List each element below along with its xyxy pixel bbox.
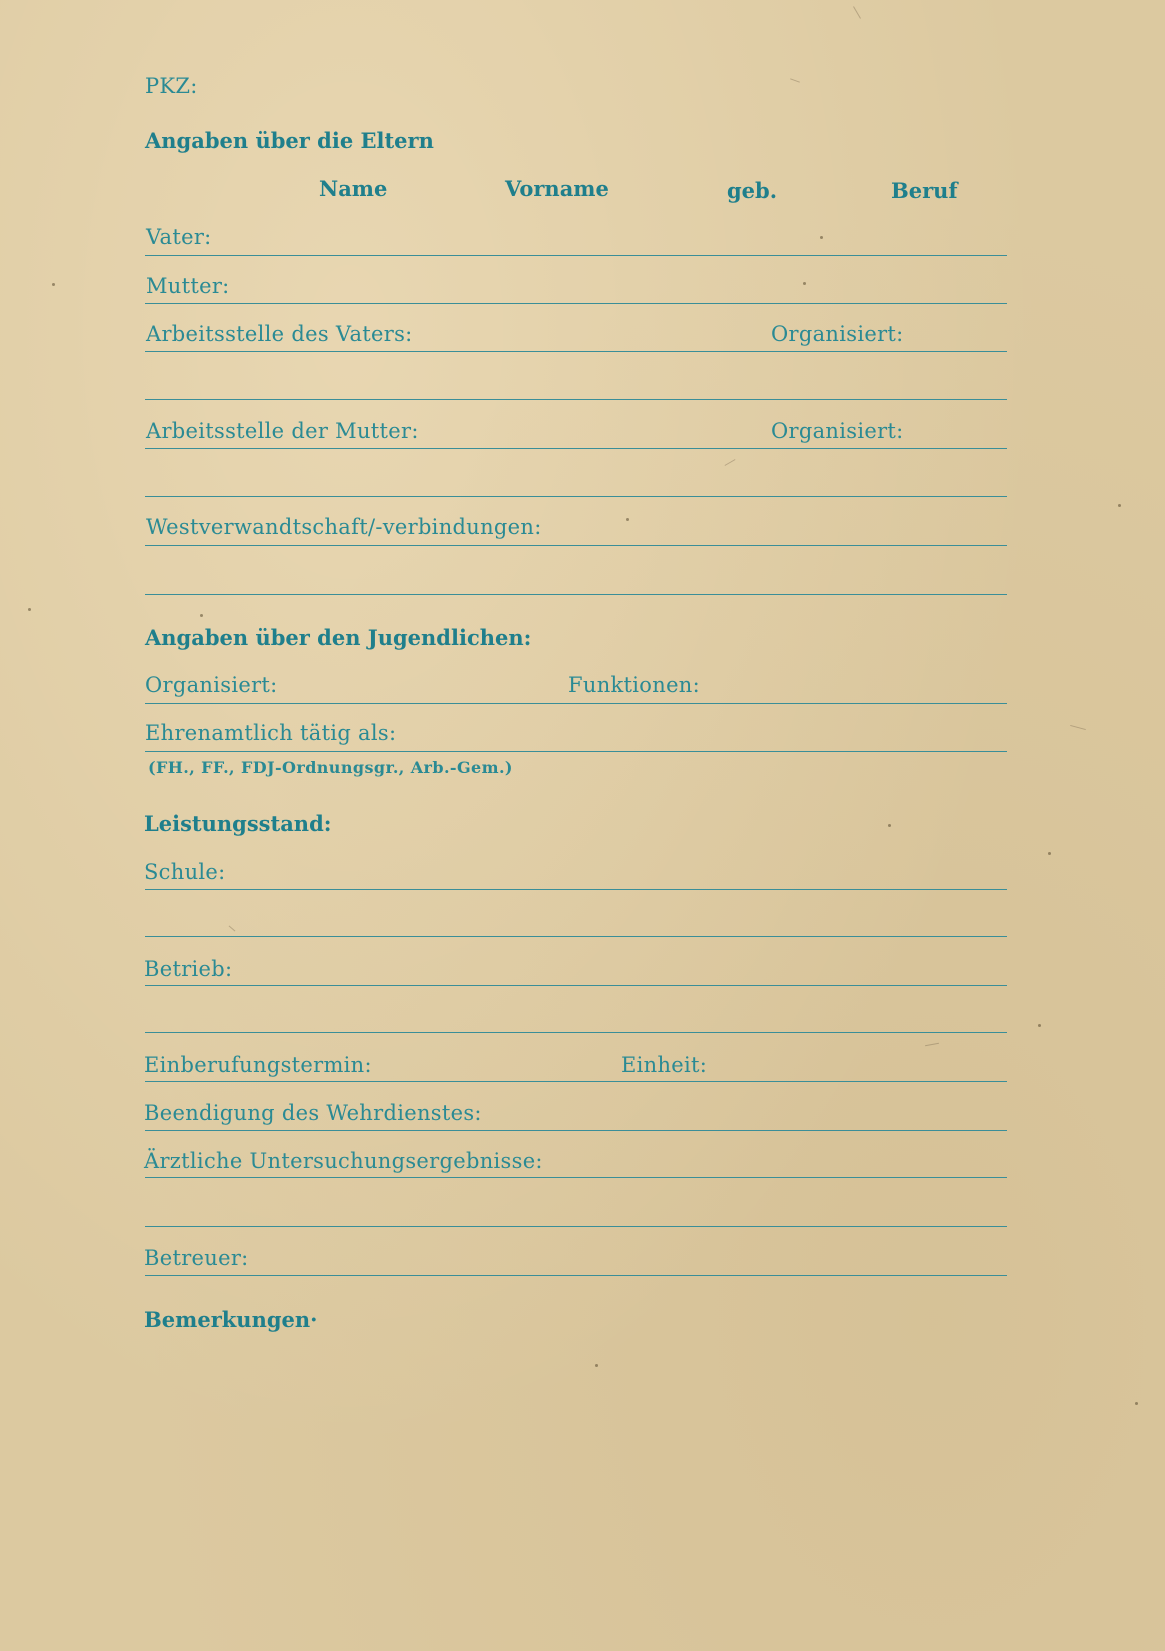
company-line[interactable] [145,985,1007,986]
medical-line[interactable] [145,1177,1007,1178]
mother-label: Mutter: [146,274,230,298]
performance-heading: Leistungsstand: [144,811,332,836]
medical-label: Ärztliche Untersuchungsergebnisse: [144,1149,543,1173]
supervisor-line[interactable] [145,1275,1007,1276]
medical-line-2[interactable] [145,1226,1007,1227]
unit-label: Einheit: [621,1053,708,1077]
youth-organized-label: Organisiert: [145,673,278,697]
father-workplace-line[interactable] [145,351,1007,352]
volunteer-hint: (FH., FF., FDJ-Ordnungsgr., Arb.-Gem.) [148,758,513,777]
paper-fiber [725,459,736,466]
service-end-label: Beendigung des Wehrdienstes: [144,1101,482,1125]
paper-speck [626,518,629,521]
column-beruf: Beruf [891,178,958,203]
father-workplace-label: Arbeitsstelle des Vaters: [146,322,413,346]
father-line[interactable] [145,255,1007,256]
mother-workplace-line-2[interactable] [145,496,1007,497]
paper-fiber [790,78,800,82]
paper-fiber [853,6,861,19]
school-label: Schule: [144,860,226,884]
column-geb: geb. [727,178,778,203]
youth-organized-line[interactable] [145,703,1007,704]
volunteer-line[interactable] [145,751,1007,752]
paper-speck [1038,1024,1041,1027]
remarks-heading: Bemerkungen· [144,1307,318,1332]
parents-heading: Angaben über die Eltern [145,128,434,153]
paper-speck [595,1364,598,1367]
paper-speck [820,236,823,239]
youth-heading: Angaben über den Jugendlichen: [145,625,532,650]
volunteer-label: Ehrenamtlich tätig als: [145,721,397,745]
father-label: Vater: [146,225,212,249]
service-end-line[interactable] [145,1130,1007,1131]
paper-speck [888,824,891,827]
mother-organized-label: Organisiert: [771,419,904,443]
company-label: Betrieb: [144,957,233,981]
paper-speck [1118,504,1121,507]
mother-line[interactable] [145,303,1007,304]
west-relations-line-2[interactable] [145,594,1007,595]
school-line-2[interactable] [145,936,1007,937]
paper-speck [1135,1402,1138,1405]
functions-label: Funktionen: [568,673,700,697]
paper-speck [28,608,31,611]
paper-speck [803,282,806,285]
father-workplace-line-2[interactable] [145,399,1007,400]
conscription-label: Einberufungstermin: [144,1053,372,1077]
company-line-2[interactable] [145,1032,1007,1033]
paper-speck [1048,852,1051,855]
pkz-label: PKZ: [145,74,198,98]
paper-fiber [1070,725,1086,730]
column-name: Name [319,176,388,201]
paper-speck [200,614,203,617]
supervisor-label: Betreuer: [144,1246,249,1270]
west-relations-label: Westverwandtschaft/-verbindungen: [146,515,542,539]
school-line[interactable] [145,889,1007,890]
father-organized-label: Organisiert: [771,322,904,346]
paper-speck [52,283,55,286]
mother-workplace-line[interactable] [145,448,1007,449]
west-relations-line[interactable] [145,545,1007,546]
conscription-line[interactable] [145,1081,1007,1082]
paper-fiber [925,1043,939,1046]
paper-fiber [229,926,236,932]
mother-workplace-label: Arbeitsstelle der Mutter: [146,419,419,443]
column-vorname: Vorname [505,176,609,201]
